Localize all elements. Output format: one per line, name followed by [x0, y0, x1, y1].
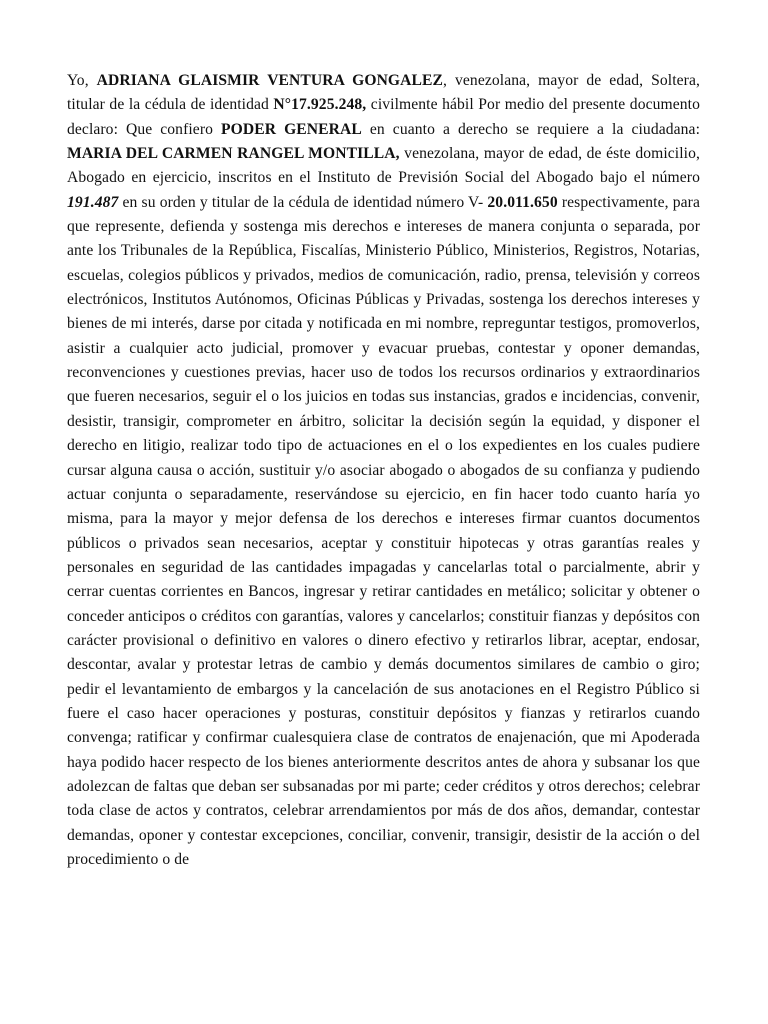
power-of-attorney-paragraph — [67, 69, 700, 872]
text-segment: , venezolana, mayor de edad, Soltera, titular de la cédula de identidad — [67, 72, 700, 114]
text-segment: venezolana, mayor de edad, de éste domicilio, Abogado en ejercicio, inscritos en el Instituto de Previsión Social del Abogado bajo el número — [67, 145, 700, 187]
text-segment: en su orden y titular de la cédula de identidad número V- — [118, 193, 488, 211]
text-segment: civilmente hábil Por medio del presente documento declaro: Que confiero — [67, 96, 700, 138]
text-segment: respectivamente, para que represente, defienda y sostenga mis derechos e intereses de manera conjunta o separada, por ante los Tribunales de la República, Fiscalías, Ministerio Público, Ministerios, Registros, Notarias, escuelas, colegios públicos y privados, medios de comunicación, radio, prensa, televisión y correos electrónicos, Institutos Autónomos, Oficinas Públicas y Privadas, sostenga los derechos intereses y bienes de mi interés, darse por citada y notificada en mi nombre, repreguntar testigos, promoverlos, asistir a cualquier acto judicial, promover y evacuar pruebas, contestar y oponer demandas, reconvenciones y cuestiones previas, hacer uso de todos los recursos ordinarios y extraordinarios que fueren necesarios, seguir el o los juicios en todas sus instancias, grados e incidencias, convenir, desistir, transigir, comprometer en árbitro, solicitar la decisión según la equidad, y disponer el derecho en litigio, realizar todo tipo de actuaciones en el o los expedientes en los cuales pudiere cursar alguna causa o acción, sustituir y/o asociar abogado o abogados de su confianza y pudiendo actuar conjunta o separadamente, reservándose su ejercicio, en fin hacer todo cuanto haría yo misma, para la mayor y mejor defensa de los derechos e intereses firmar cuantos documentos públicos o privados sean necesarios, aceptar y constituir hipotecas y otras garantías reales y personales en seguridad de las cantidades impagadas y cancelarlas total o parcialmente, abrir y cerrar cuentas corrientes en Bancos, ingresar y retirar cantidades en metálico; solicitar y obtener o conceder anticipos o créditos con garantías, valores y cancelarlos; constituir fianzas y depósitos con carácter provisional o definitivo en valores o dinero efectivo y retirarlos librar, aceptar, endosar, descontar, avalar y protestar letras de cambio y demás documentos similares de cambio o giro; pedir el levantamiento de embargos y la cancelación de sus anotaciones en el Registro Público si fuere el caso hacer operaciones y posturas, constituir depósitos y fianzas y retirarlos cuando convenga; ratificar y confirmar cualesquiera clase de contratos de enajenación, que mi Apoderada haya podido hacer respecto de los bienes anteriormente descritos antes de ahora y subsanar los que adolezcan de faltas que deban ser subsanadas por mi parte; ceder créditos y otros derechos; celebrar toda clase de actos y contratos, celebrar arrendamientos por más de dos años, demandar, contestar demandas, oponer y contestar excepciones, conciliar, convenir, transigir, desistir de la acción o del procedimiento o de — [67, 193, 700, 868]
grantor-id-number: N°17.925.248, — [273, 96, 367, 114]
attorney-id-number: 20.011.650 — [487, 193, 558, 211]
bar-registration-number: 191.487 — [67, 193, 119, 211]
power-type: PODER GENERAL — [221, 120, 362, 138]
text-segment: Yo, — [67, 72, 97, 89]
grantor-name: ADRIANA GLAISMIR VENTURA GONGALEZ — [96, 72, 444, 89]
attorney-name: MARIA DEL CARMEN RANGEL MONTILLA, — [67, 145, 400, 163]
text-segment: en cuanto a derecho se requiere a la ciudadana: — [361, 120, 701, 138]
